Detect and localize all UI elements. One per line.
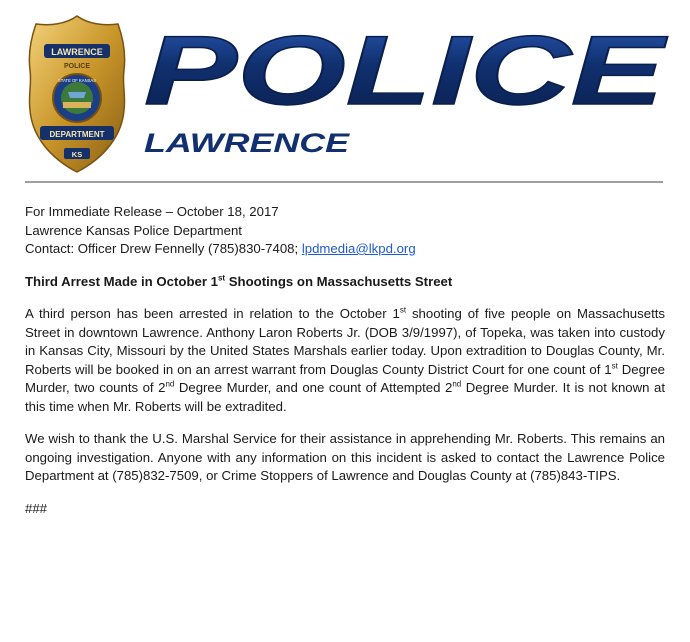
paragraph-text: Degree Murder, two counts of 2	[25, 361, 665, 395]
headline	[25, 273, 665, 292]
headline-text-end: Shootings on Massachusetts Street	[225, 273, 453, 289]
end-mark: ###	[25, 500, 48, 516]
superscript: nd	[452, 379, 462, 389]
badge-top-text: LAWRENCE	[51, 47, 103, 57]
superscript: st	[399, 305, 407, 315]
letterhead	[0, 0, 690, 185]
release-date: For Immediate Release – October 18, 2017	[25, 204, 279, 219]
email-link[interactable]: lpdmedia@lkpd.org	[301, 241, 416, 256]
police-badge-icon	[26, 14, 128, 174]
header-divider	[25, 181, 663, 183]
headline-superscript: st	[217, 273, 226, 283]
badge-state: KS	[71, 150, 83, 159]
press-release	[25, 203, 665, 518]
paragraph-text: shooting of five people on Massachusetts Street in downtown Lawrence. Anthony Laron Roberts Jr. (DOB 3/9/1997), of Topeka, was taken into custody in Kansas City, Missouri by the United States Marshals earlier today. Upon extradition to Douglas County, Mr. Roberts will be booked in on an arrest warrant from Douglas County District Court for one count of 1	[25, 306, 665, 377]
police-wordmark	[136, 20, 676, 170]
headline-text: Third Arrest Made in October 1	[25, 273, 218, 289]
paragraph-arrest	[25, 305, 665, 416]
superscript: st	[611, 361, 618, 371]
badge-seal-text: STATE OF KANSAS	[57, 78, 97, 83]
superscript: nd	[165, 379, 175, 389]
contact-line	[25, 240, 665, 259]
department-name: Lawrence Kansas Police Department	[25, 222, 242, 238]
contact-text: Contact: Officer Drew Fennelly (785)830-7408;	[25, 241, 302, 256]
paragraph-text: Degree Murder, and one count of Attempted 2	[174, 380, 453, 395]
release-meta	[25, 203, 665, 259]
city-name: LAWRENCE	[144, 128, 351, 158]
paragraph-thanks: We wish to thank the U.S. Marshal Service for their assistance in apprehending Mr. Roberts. This remains an ongoing investigation. Anyone with any information on this incident is asked to contact the Lawrence Police Department at (785)832-7509, or Crime Stoppers of Lawrence and Douglas County at (785)843-TIPS.	[25, 431, 665, 483]
badge-sub-text: POLICE	[63, 63, 91, 70]
paragraph-text: Degree Murder. It is not known at this time when Mr. Roberts will be extradited.	[25, 380, 665, 414]
paragraph-text: A third person has been arrested in relation to the October 1	[25, 306, 400, 321]
police-title: POLICE	[144, 20, 668, 125]
badge-bottom-text: DEPARTMENT	[49, 130, 105, 139]
